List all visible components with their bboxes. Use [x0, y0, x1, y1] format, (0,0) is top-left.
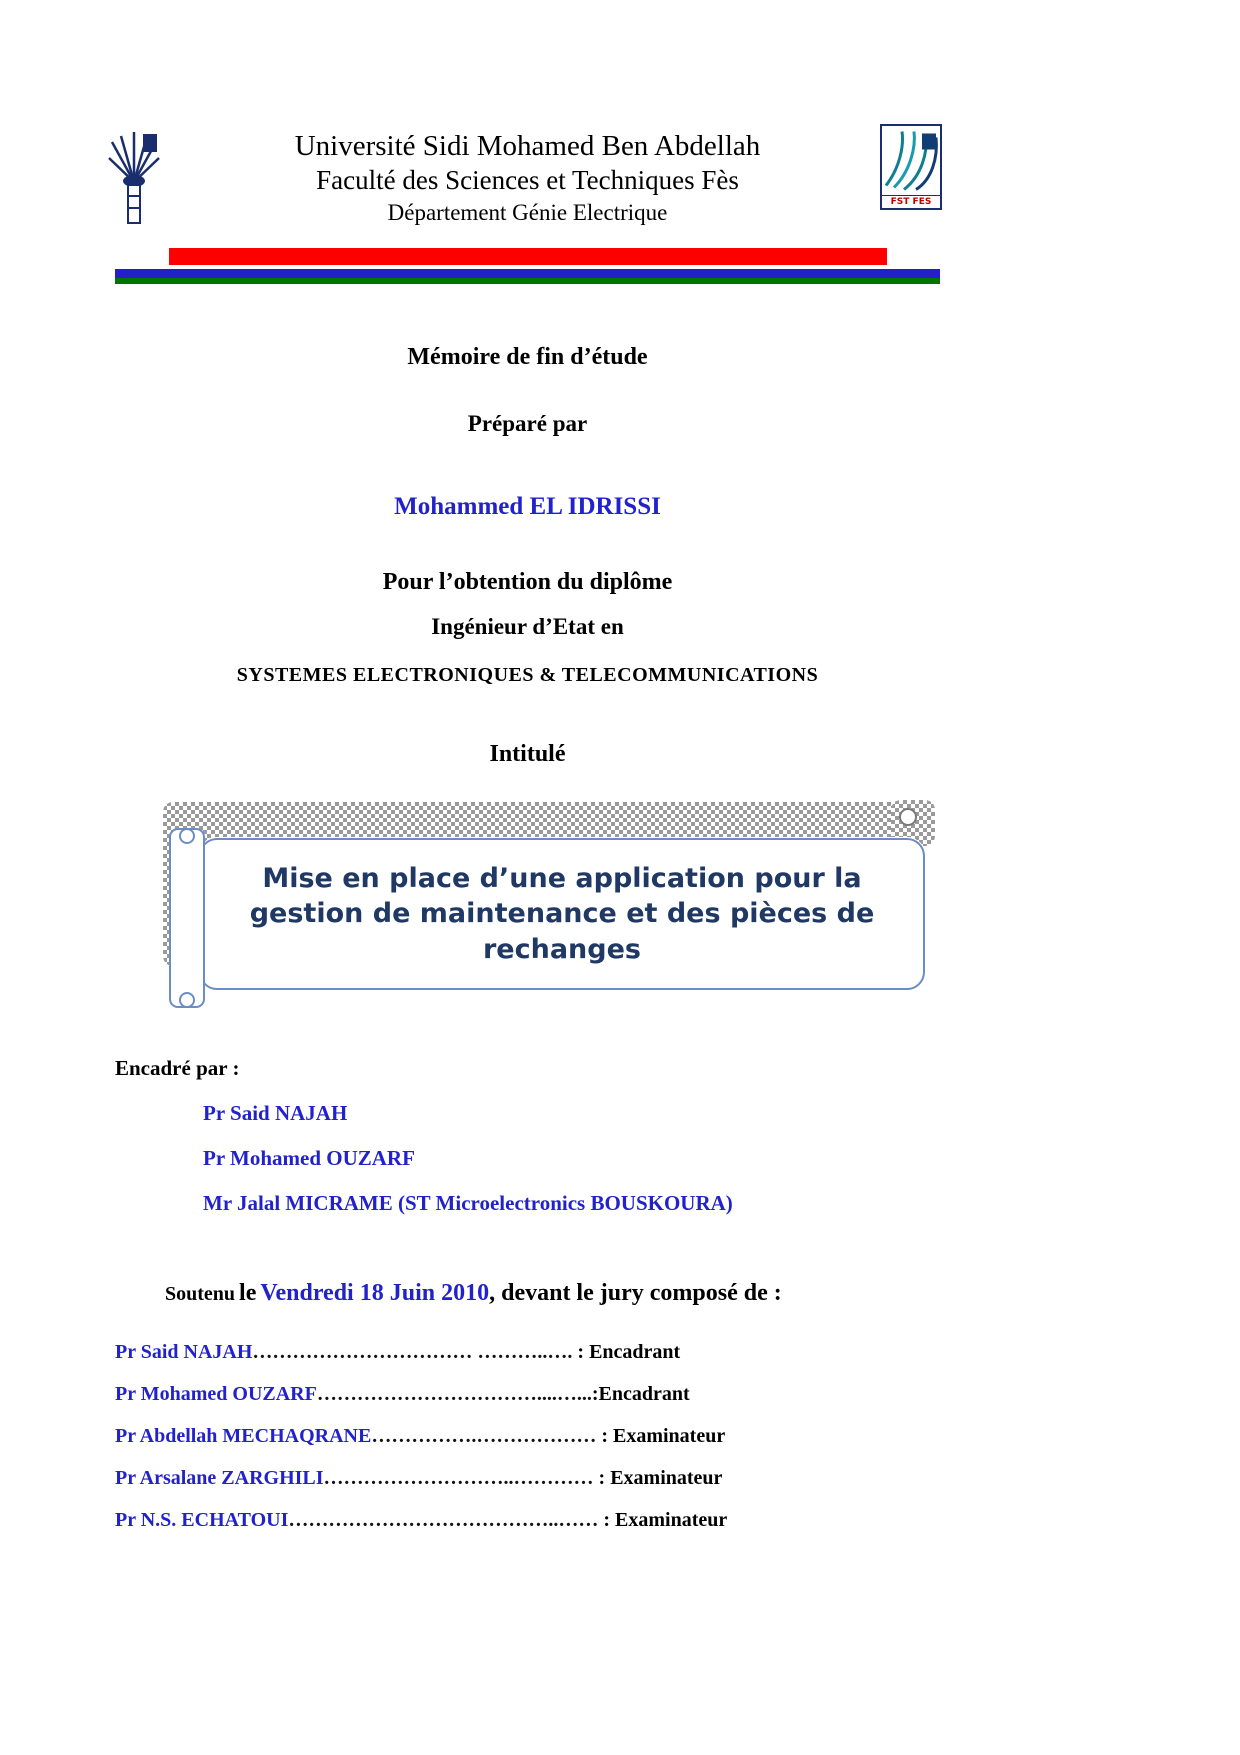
intitule-label: Intitulé [489, 741, 566, 767]
jury-row [115, 1341, 940, 1364]
jury-role: :Encadrant [591, 1383, 690, 1405]
jury-dots: …………….……………… [371, 1425, 602, 1447]
fst-logo-caption: FST FES [882, 195, 940, 208]
supervisor-item: Pr Mohamed OUZARF [203, 1146, 415, 1170]
jury-list [115, 1341, 940, 1532]
jury-role: : Examinateur [601, 1425, 726, 1447]
jury-role: : Examinateur [598, 1467, 723, 1489]
jury-member-name: Pr N.S. ECHATOUI [115, 1509, 289, 1531]
university-name: Université Sidi Mohamed Ben Abdellah [294, 130, 761, 162]
jury-row [115, 1425, 940, 1448]
defense-line [165, 1280, 940, 1307]
jury-dots: …………………………… ………..…. [252, 1341, 578, 1363]
banner-roll-left [169, 828, 205, 1008]
jury-role: : Examinateur [603, 1509, 728, 1531]
obtention-line: Pour l’obtention du diplôme [382, 569, 673, 595]
faculty-name: Faculté des Sciences et Techniques Fès [316, 165, 739, 196]
defense-suffix: , devant le jury composé de : [489, 1280, 782, 1306]
jury-member-name: Pr Abdellah MECHAQRANE [115, 1425, 372, 1447]
jury-member-name: Pr Mohamed OUZARF [115, 1383, 317, 1405]
jury-row [115, 1383, 940, 1406]
le-word: le [239, 1280, 257, 1306]
jury-dots: …………………………………..…… [288, 1509, 604, 1531]
title-scroll-banner [163, 800, 935, 1014]
supervisors-label: Encadré par : [115, 1056, 240, 1080]
memoire-title: Mémoire de fin d’étude [407, 344, 648, 370]
department-name: Département Génie Electrique [387, 200, 668, 225]
fst-logo-art-icon [882, 126, 940, 195]
author-name: Mohammed EL IDRISSI [394, 493, 661, 520]
red-divider-bar [169, 248, 887, 265]
soutenu-word: Soutenu [165, 1283, 236, 1305]
jury-member-name: Pr Said NAJAH [115, 1341, 253, 1363]
blue-divider-bar [115, 269, 940, 284]
intro-block [115, 344, 940, 768]
supervisor-item: Mr Jalal MICRAME (ST Microelectronics BOUSKOURA) [203, 1191, 733, 1215]
torch-icon [107, 128, 161, 230]
jury-member-name: Pr Arsalane ZARGHILI [115, 1467, 324, 1489]
content-column [115, 0, 940, 1532]
thesis-title: Mise en place d’une application pour la gestion de maintenance et des pièces de rechanges [249, 862, 875, 965]
degree-line: Ingénieur d’Etat en [431, 614, 624, 639]
university-logo [107, 128, 161, 230]
jury-row [115, 1467, 940, 1490]
jury-row [115, 1509, 940, 1532]
speciality-line: SYSTEMES ELECTRONIQUES & TELECOMMUNICATIONS [236, 664, 819, 686]
banner-curl-bottom [179, 992, 195, 1008]
header [115, 128, 940, 232]
jury-dots: ………………………..………… [323, 1467, 599, 1489]
fst-logo [880, 124, 942, 210]
institution-block [115, 128, 940, 228]
banner-curl-top [179, 828, 195, 844]
jury-dots: ……………………………....…... [316, 1383, 592, 1405]
prepared-by-label: Préparé par [467, 411, 588, 436]
defense-date: Vendredi 18 Juin 2010 [260, 1280, 490, 1306]
banner-curl-right [899, 808, 917, 826]
banner-panel [199, 838, 925, 990]
jury-role: : Encadrant [577, 1341, 681, 1363]
supervisor-item: Pr Said NAJAH [203, 1101, 348, 1125]
